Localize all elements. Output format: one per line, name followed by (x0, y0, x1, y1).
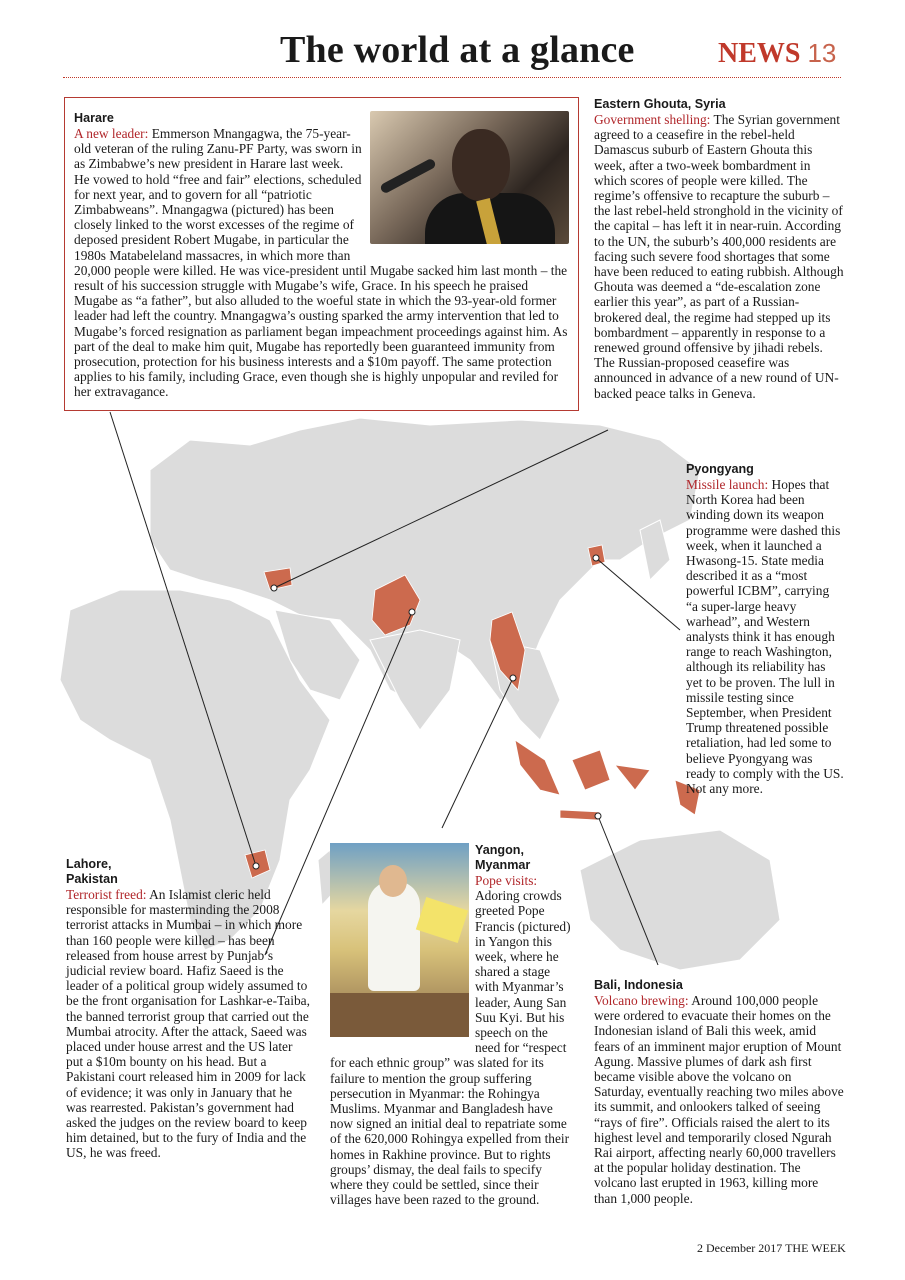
lahore-body: An Islamist cleric held responsible for masterminding the 2008 terrorist attacks in Mumbai – in which more than 160 people were killed – has been released from house arrest by Punjab’s judicial review board. Hafiz Saeed is the leader of a political group widely assumed to be the front organisation for Lashkar-e-Taiba, the banned terrorist group that carried out the Mumbai atrocity. After the attack, Saeed was placed under house arrest and the US later put a $10m bounty on his head. But a Pakistani court released him in 2009 for lack of evidence; it was only in January that he was rearrested. Pakistan’s government had asked the judges on the review board to keep him detained, but to the fury of India and the US, he was freed. (66, 887, 310, 1161)
pyongyang-story (686, 462, 844, 796)
india-landmass (370, 630, 460, 730)
lahore-story (66, 857, 311, 1161)
section-label (718, 38, 836, 70)
section-name: NEWS (718, 38, 801, 69)
bali-heading: Bali, Indonesia (594, 978, 683, 992)
harare-story (74, 111, 569, 400)
ghouta-story (594, 97, 844, 401)
harare-kicker: A new leader: (74, 126, 149, 141)
lahore-heading: Lahore, Pakistan (66, 857, 118, 886)
ghouta-heading: Eastern Ghouta, Syria (594, 97, 726, 111)
pope-francis-photo (330, 843, 469, 1037)
mnangagwa-photo (370, 111, 569, 244)
bali-kicker: Volcano brewing: (594, 993, 689, 1008)
yangon-kicker: Pope visits: (475, 873, 538, 888)
yangon-body: Adoring crowds greeted Pope Francis (pictured) in Yangon this week, where he shared a stage with Myanmar’s leader, Aung San Suu Kyi. But his speech on the need for “respect for each ethnic group” was slated for its failure to mention the group suffering persecution in Myanmar: the Rohingya Muslims. Myanmar and Bangladesh have now signed an initial deal to repatriate some of the 620,000 Rohingya expelled from their homes in Rakhine province. But to rights groups’ dismay, the deal fails to specify where they could be settled, since their villages have been razed to the ground. (330, 888, 571, 1208)
pyongyang-leader-line (596, 558, 680, 630)
bali-body: Around 100,000 people were ordered to evacuate their homes on the Indonesian island of Bali this week, amid fears of an imminent major eruption of Mount Agung. Massive plumes of dark ash first became visible above the volcano on Saturday, eventually reaching two miles above its summit, and onlookers talked of seeing “rays of fire”. Officials raised the alert to its highest level and temporarily closed Ngurah Rai airport, affecting nearly 60,000 travellers at the popular holiday destination. The volcano last erupted in 1963, killing more than 1,000 people. (594, 993, 844, 1206)
page-title: The world at a glance (280, 29, 635, 71)
ghouta-kicker: Government shelling: (594, 112, 711, 127)
bali-story (594, 978, 844, 1206)
pyongyang-body: Hopes that North Korea had been winding down its weapon programme were dashed this week, when it launched a Hwasong-15. State media described it as a “most powerful ICBM”, carrying “a super-large heavy warhead”, and Western analysts think it has enough range to reach Washington, although its reliability has yet to be proven. The lull in missile testing since September, when President Trump threatened possible retaliation, had led some to believe Pyongyang was ready to comply with the US. Not any more. (686, 477, 844, 797)
australia-landmass (580, 830, 780, 970)
yangon-heading: Yangon, Myanmar (475, 843, 531, 872)
ghouta-body: The Syrian government agreed to a ceasefire in the rebel-held Damascus suburb of Eastern Ghouta this week, after a two-week bombardment in which scores of people were killed. The regime’s offensive to recapture the suburb – the last rebel-held stronghold in the vicinity of the capital – has left it in near-ruin. According to the UN, the suburb’s 400,000 residents are facing such severe food shortages that some have been reduced to eating rubbish. Although Ghouta was deemed a “de-escalation zone earlier this year”, as part of a Russian-brokered deal, the regime had stepped up its bombardment – apparently in response to a renewed ground offensive by jihadi rebels. The Russian-proposed ceasefire was announced in advance of a new round of UN-backed peace talks in Geneva. (594, 112, 844, 401)
harare-heading: Harare (74, 111, 114, 125)
yangon-leader-line (442, 678, 513, 828)
pyongyang-kicker: Missile launch: (686, 477, 769, 492)
issue-footer: 2 December 2017 THE WEEK (697, 1241, 846, 1255)
indonesia-highlight (515, 740, 700, 820)
harare-body: Emmerson Mnangagwa, the 75-year-old veteran of the ruling Zanu-PF Party, was sworn in as Zimbabwe’s new president in Harare last week. He vowed to hold “free and fair” elections, scheduled for next year, and to govern for all “patriotic Zimbabweans”. Mnangagwa (pictured) has been closely linked to the worst excesses of the regime of deposed president Robert Mugabe, in particular the 1980s Matabeleland massacres, in which more than 20,000 people were killed. He was vice-president until Mugabe sacked him last month – the result of his succession struggle with Mugabe’s wife, Grace. In his speech he praised Mugabe as “a father”, but also alluded to the woeful state in which the 93-year-old former leader had left the country. Mnangagwa’s ousting sparked the army intervention that led to Mugabe’s forced resignation as parliament began impeachment proceedings against him. As part of the deal to make him quit, Mugabe has reportedly been guaranteed immunity from prosecution, protection for his business interests and a $10m payoff. The same protection applies to his family, including Grace, even though she is highly unpopular and reviled for her extravagance. (74, 126, 568, 400)
page-number: 13 (807, 38, 837, 68)
lahore-kicker: Terrorist freed: (66, 887, 147, 902)
header-rule (63, 77, 841, 78)
yangon-story (330, 843, 576, 1207)
pyongyang-heading: Pyongyang (686, 462, 754, 476)
